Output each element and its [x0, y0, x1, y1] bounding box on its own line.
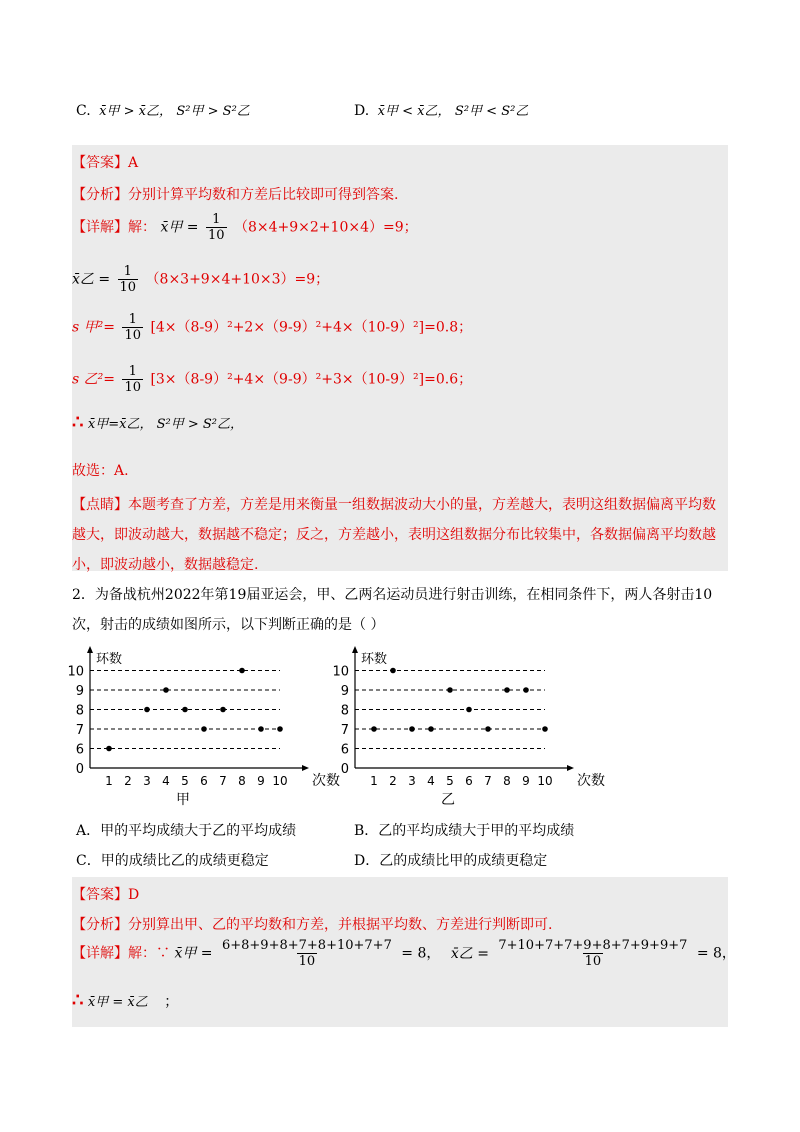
- x-axis-title: 次数: [577, 773, 605, 789]
- var-a-lhs: s 甲²=: [72, 319, 115, 336]
- x-tick-label: 5: [181, 774, 189, 788]
- analysis-2: 【分析】分别算出甲、乙的平均数和方差，并根据平均数、方差进行判断即可.: [72, 917, 553, 933]
- conclusion-expr: x̄甲=x̄乙， S²甲 > S²乙，: [87, 417, 243, 432]
- detail-means-2: [72, 938, 736, 969]
- x-axis-title: 次数: [312, 773, 340, 789]
- frac-den: 10: [124, 328, 141, 343]
- x-tick-label: 5: [446, 774, 454, 788]
- option-c[interactable]: [76, 100, 250, 119]
- y-tick-label: 10: [332, 664, 349, 680]
- mean-a-rhs: （8×4+9×2+10×4）=9；: [233, 219, 418, 236]
- analysis-1: 【分析】分别计算平均数和方差后比较即可得到答案.: [72, 187, 399, 203]
- data-point: [371, 726, 377, 732]
- x-tick-label: 2: [124, 774, 132, 788]
- x-tick-label: 6: [200, 774, 208, 788]
- data-point: [485, 726, 491, 732]
- data-point: [163, 687, 169, 693]
- q2-option-b[interactable]: B．乙的平均成绩大于甲的平均成绩: [354, 823, 575, 839]
- q2-option-a[interactable]: A．甲的平均成绩大于乙的平均成绩: [76, 823, 297, 839]
- x-tick-label: 9: [257, 774, 265, 788]
- x-tick-label: 1: [370, 774, 378, 788]
- mean-yi-num: 7+10+7+7+9+8+7+9+9+7: [498, 938, 688, 953]
- mean-b-lhs: x̄乙 =: [72, 271, 111, 288]
- y-axis-title: 环数: [96, 652, 123, 667]
- option-d-expr2: S²甲 < S²乙: [454, 104, 529, 119]
- conclusion-end-2: ；: [164, 994, 179, 1010]
- q2-stem-2: 次，射击的成绩如图所示，以下判断正确的是（ ）: [72, 617, 385, 633]
- frac-den: 10: [207, 228, 225, 243]
- option-c-label: C.: [76, 103, 91, 119]
- y-tick-label: 7: [75, 723, 84, 738]
- data-point: [428, 726, 434, 732]
- chart-title: 甲: [176, 792, 190, 808]
- data-point: [390, 668, 396, 674]
- mean-jia-num: 6+8+9+8+7+8+10+7+7: [221, 938, 392, 953]
- frac-num: 1: [128, 364, 137, 379]
- x-tick-label: 10: [272, 774, 288, 788]
- var-b-lhs: s 乙²=: [72, 371, 115, 388]
- data-point: [523, 687, 529, 693]
- mean-b-rhs: （8×3+9×4+10×3）=9；: [145, 271, 330, 288]
- y-tick-label: 6: [340, 742, 349, 758]
- mean-yi-rhs: = 8，: [696, 945, 736, 962]
- detail-conclusion-2: [72, 990, 178, 1011]
- var-b-rhs: [3×（8-9）²+4×（9-9）²+3×（10-9）²]=0.6；: [150, 371, 473, 388]
- option-d-expr1: x̄甲 < x̄乙，: [377, 104, 451, 119]
- y-tick-label: 10: [67, 664, 84, 680]
- data-point: [504, 687, 510, 693]
- y-tick-label: 6: [75, 742, 84, 758]
- y-tick-label: 9: [75, 684, 84, 699]
- y-tick-label: 8: [75, 703, 84, 719]
- therefore-symbol-2: ∴: [72, 990, 84, 1011]
- mean-jia-lhs: x̄甲 =: [174, 945, 213, 962]
- q2-option-c[interactable]: C．甲的成绩比乙的成绩更稳定: [76, 853, 269, 869]
- data-point: [277, 726, 283, 732]
- q2-stem-1: 2．为备战杭州2022年第19届亚运会，甲、乙两名运动员进行射击训练，在相同条件下，两人各射击10: [72, 587, 713, 603]
- x-axis-arrow: [567, 765, 574, 771]
- x-tick-label: 7: [219, 774, 227, 788]
- data-point: [106, 746, 112, 752]
- var-a-rhs: [4×（8-9）²+2×（9-9）²+4×（10-9）²]=0.8；: [150, 319, 473, 336]
- mean-a-lhs: x̄甲 =: [160, 219, 199, 236]
- x-tick-label: 10: [537, 774, 553, 788]
- choose-1: 故选：A.: [72, 463, 129, 479]
- data-point: [409, 726, 415, 732]
- x-tick-label: 1: [105, 774, 113, 788]
- detail-mean-a: [72, 212, 418, 243]
- mean-jia-den: 10: [298, 954, 316, 969]
- conclusion-expr-2: x̄甲 = x̄乙: [87, 995, 148, 1010]
- x-tick-label: 3: [408, 774, 416, 788]
- detail-var-b: [72, 364, 472, 395]
- y-axis-title: 环数: [361, 652, 388, 667]
- data-point: [182, 707, 188, 713]
- detail-mean-b: [72, 264, 329, 295]
- y-tick-label: 0: [340, 762, 349, 777]
- data-point: [144, 707, 150, 713]
- comment-line-2: 越大，即波动越大，数据越不稳定；反之，方差越小，表明这组数据分布比较集中，各数据偏离平均数越: [72, 527, 716, 543]
- x-axis-arrow: [302, 765, 309, 771]
- x-tick-label: 8: [238, 774, 246, 788]
- x-tick-label: 3: [143, 774, 151, 788]
- data-point: [220, 707, 226, 713]
- frac-num: 1: [128, 312, 137, 327]
- frac-den: 10: [124, 380, 141, 395]
- x-tick-label: 9: [522, 774, 530, 788]
- detail-tag-1: 【详解】解：: [72, 219, 156, 236]
- detail-tag-2: 【详解】解：∵: [72, 945, 170, 962]
- data-point: [201, 726, 207, 732]
- y-tick-label: 7: [340, 723, 349, 738]
- chart-title: 乙: [441, 792, 455, 808]
- answer-label-1: 【答案】A: [72, 155, 139, 171]
- chart-jia: [60, 645, 360, 810]
- data-point: [447, 687, 453, 693]
- answer-label-2: 【答案】D: [72, 887, 140, 903]
- x-tick-label: 7: [484, 774, 492, 788]
- y-tick-label: 0: [75, 762, 84, 777]
- x-tick-label: 6: [465, 774, 473, 788]
- option-d[interactable]: [354, 100, 528, 119]
- y-tick-label: 9: [340, 684, 349, 699]
- frac-den: 10: [119, 280, 137, 295]
- option-d-label: D.: [354, 103, 370, 119]
- frac-num: 1: [212, 212, 221, 227]
- detail-var-a: [72, 312, 472, 343]
- chart-yi: [325, 645, 625, 810]
- q2-option-d[interactable]: D．乙的成绩比甲的成绩更稳定: [354, 853, 548, 869]
- y-axis-arrow: [352, 646, 358, 653]
- x-tick-label: 2: [389, 774, 397, 788]
- option-c-expr2: S²甲 > S²乙: [176, 104, 250, 119]
- comment-line-1: 【点睛】本题考查了方差，方差是用来衡量一组数据波动大小的量，方差越大，表明这组数据偏离平均数: [72, 497, 716, 513]
- comment-line-3: 小，即波动越小，数据越稳定.: [72, 557, 259, 573]
- data-point: [239, 668, 245, 674]
- y-axis-arrow: [87, 646, 93, 653]
- x-tick-label: 4: [162, 774, 170, 788]
- mean-yi-den: 10: [584, 954, 602, 969]
- x-tick-label: 8: [503, 774, 511, 788]
- data-point: [542, 726, 548, 732]
- therefore-symbol: ∴: [72, 412, 84, 433]
- option-c-expr1: x̄甲 > x̄乙，: [99, 104, 172, 119]
- frac-num: 1: [123, 264, 132, 279]
- x-tick-label: 4: [427, 774, 435, 788]
- mean-jia-rhs: = 8，: [401, 945, 441, 962]
- data-point: [466, 707, 472, 713]
- y-tick-label: 8: [340, 703, 349, 719]
- data-point: [258, 726, 264, 732]
- mean-yi-lhs: x̄乙 =: [450, 945, 489, 962]
- detail-conclusion-1: [72, 412, 243, 433]
